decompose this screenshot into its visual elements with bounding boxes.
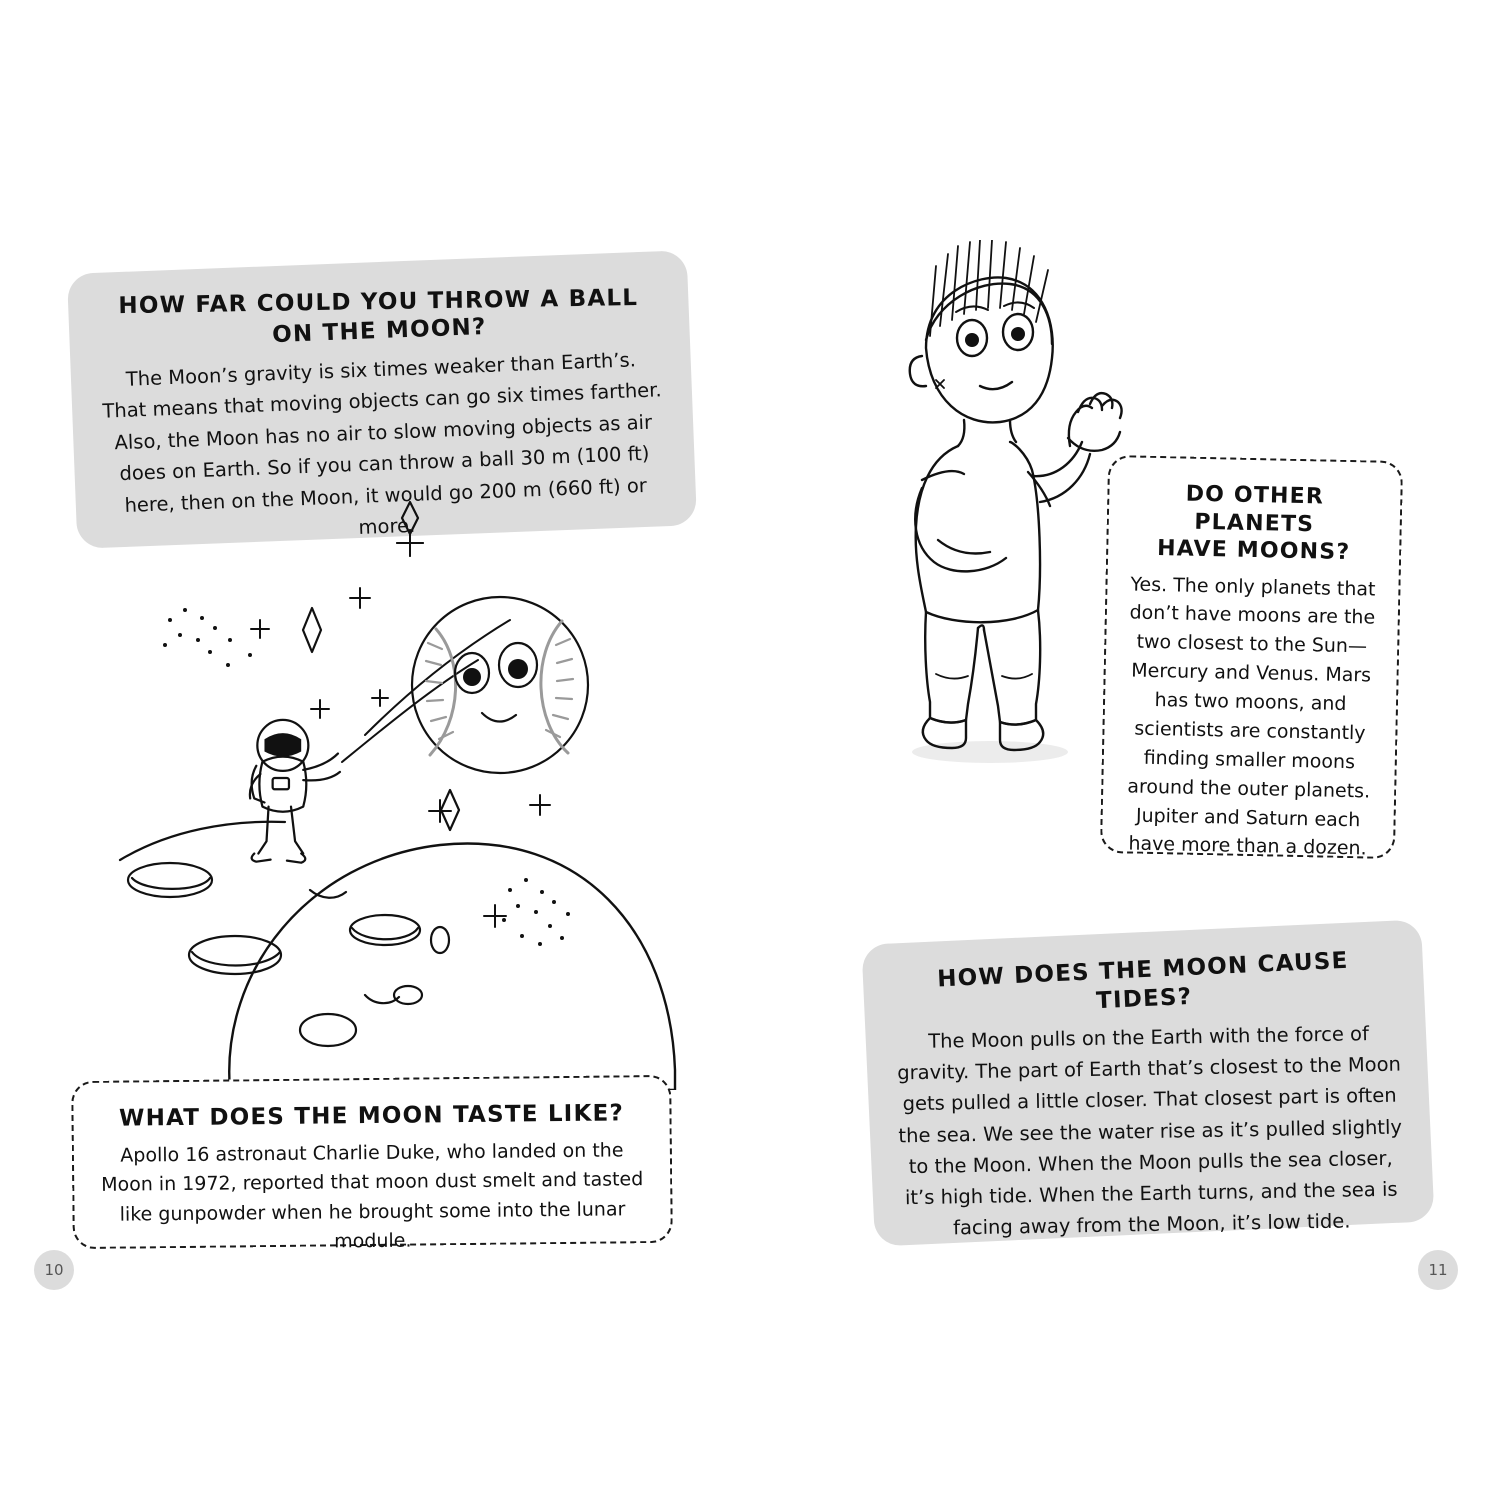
panel-other-planets-moons-body: Yes. The only planets that don’t have moons are the two closest to the Sun—Mercury and Venus. Mars has two moons, and scientists are constantly finding smaller moons around the outer planets. Jupiter and Saturn each have more than a dozen. bbox=[1127, 572, 1376, 860]
panel-moon-taste-title: WHAT DOES THE MOON TASTE LIKE? bbox=[118, 1100, 625, 1132]
panel-moon-taste-body: Apollo 16 astronaut Charlie Duke, who landed on the Moon in 1972, reported that moon dust smelt and tasted like gunpowder when he brought some into the lunar module. bbox=[101, 1139, 644, 1253]
panel-throw-ball-title-line1: HOW FAR COULD YOU THROW A BALL bbox=[118, 284, 639, 320]
panel-moon-tides-title: HOW DOES THE MOON CAUSE TIDES? bbox=[936, 947, 1350, 1015]
panel-other-planets-moons-title-line1: DO OTHER PLANETS bbox=[1185, 481, 1325, 537]
panel-other-planets-moons-title-line2: HAVE MOONS? bbox=[1156, 536, 1351, 566]
moon-scene-illustration bbox=[110, 500, 730, 1090]
panel-moon-taste bbox=[71, 1075, 673, 1253]
panel-throw-ball-title bbox=[98, 277, 660, 356]
panel-other-planets-moons bbox=[1100, 455, 1403, 859]
page-number-left: 10 bbox=[34, 1250, 74, 1290]
panel-moon-tides-body bbox=[891, 1010, 1408, 1251]
panel-throw-ball-title-line2: ON THE MOON? bbox=[271, 313, 487, 348]
panel-moon-tides bbox=[861, 919, 1434, 1246]
panel-other-planets-moons-title bbox=[1126, 479, 1383, 567]
panel-moon-tides-body-text: The Moon pulls on the Earth with the force of gravity. The part of Earth that’s closest to the Moon gets pulled a little closer. That closest part is often the sea. We see the water rise as it’s pulled slightly to the Moon. When the Moon pulls the sea closer, it’s high tide. When the Earth turns, and the sea is facing away from the Moon, it’s low tide. bbox=[897, 1021, 1403, 1240]
panel-throw-ball-body: The Moon’s gravity is six times weaker than Earth’s. That means that moving objects can go six times farther. Also, the Moon has no air to slow moving objects as air does on Earth. So if you can throw a ball 30 m (100 ft) here, then on the Moon, it would go 200 m (660 ft) or more. bbox=[102, 347, 663, 540]
page-number-right: 11 bbox=[1418, 1250, 1458, 1290]
